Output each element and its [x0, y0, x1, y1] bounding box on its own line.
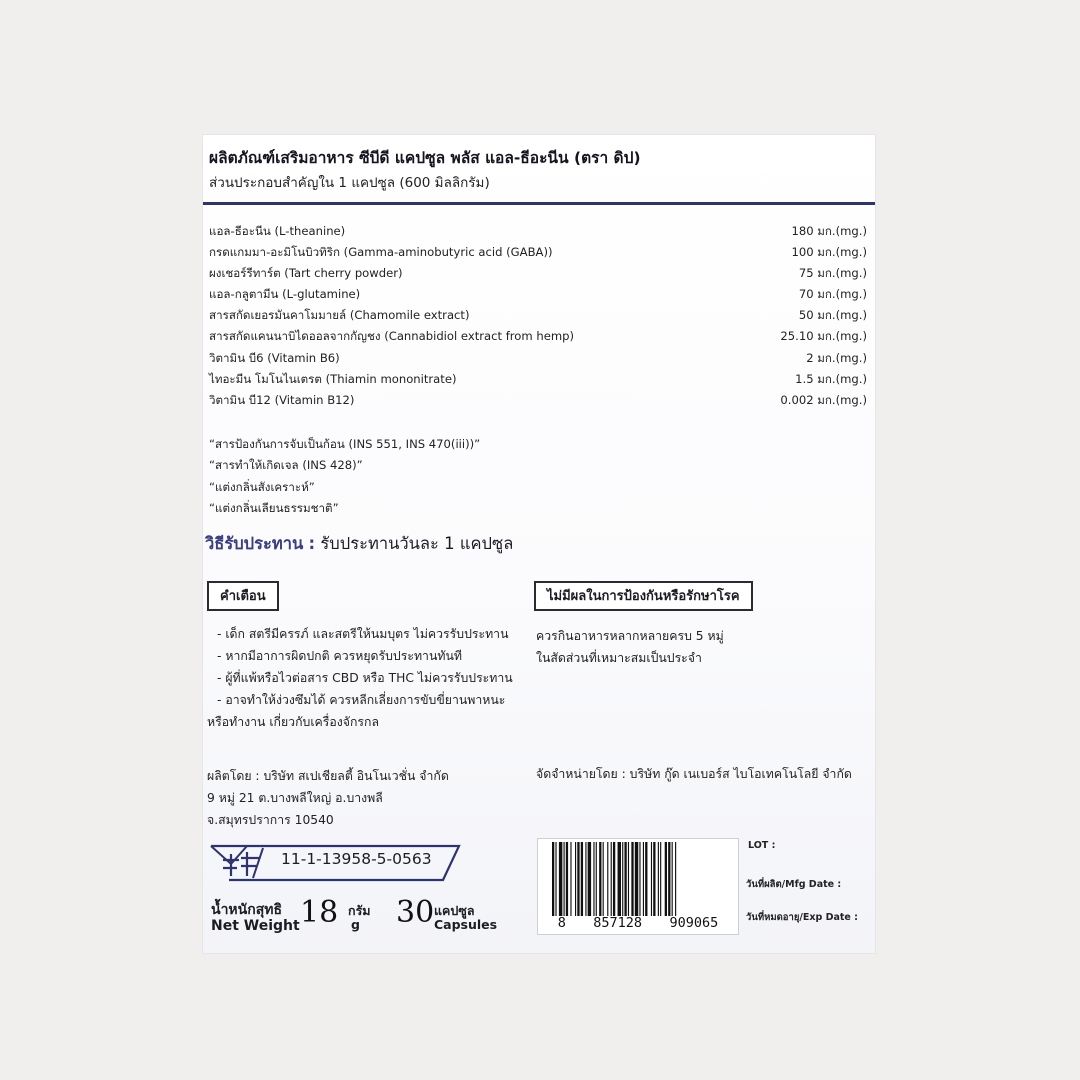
barcode-digit-group: 857128 — [593, 915, 643, 931]
no-disease-list — [536, 625, 724, 669]
ingredients-subtitle: ส่วนประกอบสำคัญใน 1 แคปซูล (600 มิลลิกรัม) — [209, 175, 490, 191]
lot-label: LOT : — [748, 840, 776, 851]
manufacturer-line: ผลิตโดย : บริษัท สเปเชียลตี้ อินโนเวชั่น จำกัด — [207, 769, 449, 783]
ingredient-row — [209, 369, 867, 390]
additive-item: “แต่งกลิ่นสังเคราะห์” — [209, 479, 315, 494]
barcode-bar — [643, 842, 644, 916]
additive-list — [209, 434, 480, 519]
barcode-bar — [651, 842, 652, 916]
barcode-bar — [564, 842, 565, 916]
warning-item: หรือทำงาน เกี่ยวกับเครื่องจักรกล — [207, 715, 380, 729]
fda-registration — [207, 842, 463, 882]
ingredient-amount: 1.5 มก.(mg.) — [795, 371, 867, 386]
warning-item: - อาจทำให้ง่วงซึมได้ ควรหลีกเลี่ยงการขับขี่ยานพาหนะ — [217, 693, 506, 707]
usage-separator: : — [308, 534, 316, 553]
barcode-bar — [613, 842, 615, 916]
ingredient-row — [209, 305, 867, 326]
ingredient-amount: 180 มก.(mg.) — [791, 224, 867, 238]
barcode-bar — [575, 842, 576, 916]
barcode-digit-group: 8 — [557, 915, 566, 931]
ingredient-row — [209, 284, 867, 305]
barcode-bar — [607, 842, 608, 916]
barcode-bar — [570, 842, 571, 916]
ingredient-row — [209, 326, 867, 347]
barcode-bar — [672, 842, 673, 916]
additive-item: “สารทำให้เกิดเจล (INS 428)” — [209, 458, 363, 473]
ingredient-amount: 100 มก.(mg.) — [791, 245, 867, 260]
ingredient-amount: 25.10 มก.(mg.) — [780, 329, 867, 344]
warning-heading: คำเตือน — [207, 581, 279, 611]
barcode-bar — [675, 842, 676, 916]
barcode-bar — [628, 842, 629, 916]
ingredient-name: สารสกัดแคนนาบิไดออลจากกัญชง (Cannabidiol extract from hemp) — [209, 329, 575, 344]
usage-text: รับประทานวันละ 1 แคปซูล — [320, 534, 514, 553]
warning-list — [207, 623, 513, 733]
barcode-bar — [585, 842, 586, 916]
barcode-bar — [645, 842, 647, 916]
capsule-count: 30 — [396, 895, 435, 930]
manufacturer-info — [207, 765, 449, 831]
barcode-bar — [555, 842, 556, 916]
manufacturer-line: จ.สมุทรปราการ 10540 — [207, 813, 334, 827]
header-divider — [203, 202, 875, 205]
mfg-date-label: วันที่ผลิต/Mfg Date : — [746, 879, 842, 890]
net-weight-label-en: Net Weight — [211, 918, 300, 934]
distributor-info: จัดจำหน่ายโดย : บริษัท กู๊ด เนเบอร์ส ไบโอเทคโนโลยี จำกัด — [536, 767, 852, 781]
usage-label: วิธีรับประทาน — [205, 534, 304, 553]
net-weight-unit-en: g — [351, 917, 360, 932]
barcode-bar — [660, 842, 661, 916]
ingredient-name: กรดแกมมา-อะมิโนบิวทิริก (Gamma-aminobutyric acid (GABA)) — [209, 245, 553, 260]
usage-instructions — [205, 531, 513, 557]
barcode-bar — [581, 842, 583, 916]
capsule-unit-en: Capsules — [434, 917, 498, 932]
barcode-bar — [588, 842, 591, 916]
ingredient-row — [209, 263, 867, 284]
ingredient-amount: 75 มก.(mg.) — [798, 266, 867, 281]
barcode-bar — [566, 842, 568, 916]
barcode-bars — [538, 842, 738, 920]
barcode-bar — [668, 842, 670, 916]
barcode-bar — [658, 842, 659, 916]
ingredient-name: ไทอะมีน โมโนไนเตรต (Thiamin mononitrate) — [209, 371, 457, 386]
barcode-bar — [559, 842, 562, 916]
barcode-bar — [552, 842, 554, 916]
capsule-unit-th: แคปซูล — [434, 903, 475, 918]
barcode-bar — [653, 842, 655, 916]
no-disease-heading: ไม่มีผลในการป้องกันหรือรักษาโรค — [534, 581, 753, 611]
warning-item: - หากมีอาการผิดปกติ ควรหยุดรับประทานทันที — [217, 649, 462, 663]
barcode-bar — [611, 842, 612, 916]
ingredient-row — [209, 242, 867, 263]
no-disease-item: ควรกินอาหารหลากหลายครบ 5 หมู่ — [536, 629, 724, 643]
ingredient-amount: 0.002 มก.(mg.) — [780, 392, 867, 407]
ingredient-name: วิตามิน บี12 (Vitamin B12) — [209, 392, 355, 407]
fda-number: 11-1-13958-5-0563 — [281, 850, 432, 868]
ingredient-name: แอล-ธีอะนีน (L-theanine) — [209, 224, 346, 238]
no-disease-item: ในสัดส่วนที่เหมาะสมเป็นประจำ — [536, 651, 702, 665]
ingredient-amount: 50 มก.(mg.) — [798, 308, 867, 323]
ingredient-name: ผงเชอร์รีทาร์ต (Tart cherry powder) — [209, 266, 403, 281]
product-title: ผลิตภัณฑ์เสริมอาหาร ซีบีดี แคปซูล พลัส แอล-ธีอะนีน (ตรา ดิป) — [209, 149, 641, 167]
ingredient-list — [209, 221, 867, 411]
supplement-label — [203, 135, 875, 953]
manufacturer-line: 9 หมู่ 21 ต.บางพลีใหญ่ อ.บางพลี — [207, 791, 383, 805]
ingredient-amount: 70 มก.(mg.) — [798, 287, 867, 302]
ingredient-amount: 2 มก.(mg.) — [806, 350, 867, 365]
ingredient-row — [209, 390, 867, 411]
barcode-bar — [631, 842, 633, 916]
additive-item: “แต่งกลิ่นเลียนธรรมชาติ” — [209, 500, 339, 515]
ingredient-row — [209, 348, 867, 369]
barcode-bar — [624, 842, 626, 916]
barcode-bar — [596, 842, 597, 916]
barcode-bar — [639, 842, 640, 916]
warning-item: - เด็ก สตรีมีครรภ์ และสตรีให้นมบุตร ไม่ควรรับประทาน — [217, 627, 509, 641]
barcode-bar — [665, 842, 667, 916]
barcode-bar — [577, 842, 579, 916]
barcode — [537, 838, 739, 935]
barcode-bar — [599, 842, 601, 916]
ingredient-name: วิตามิน บี6 (Vitamin B6) — [209, 350, 340, 365]
warning-item: - ผู้ที่แพ้หรือไวต่อสาร CBD หรือ THC ไม่ควรรับประทาน — [217, 671, 513, 685]
net-weight-label-th: น้ำหนักสุทธิ — [211, 902, 283, 918]
barcode-bar — [603, 842, 604, 916]
additive-item: “สารป้องกันการจับเป็นก้อน (INS 551, INS 470(iii))” — [209, 437, 481, 451]
ingredient-name: สารสกัดเยอรมันคาโมมายล์ (Chamomile extract) — [209, 308, 470, 323]
barcode-digit-group: 909065 — [669, 915, 719, 931]
barcode-digits — [538, 915, 738, 931]
ingredient-name: แอล-กลูตามีน (L-glutamine) — [209, 287, 361, 302]
barcode-bar — [635, 842, 638, 916]
net-weight-value: 18 — [300, 895, 339, 930]
barcode-bar — [622, 842, 623, 916]
exp-date-label: วันที่หมดอายุ/Exp Date : — [746, 912, 858, 923]
net-weight-unit-th: กรัม — [348, 903, 371, 918]
ingredient-row — [209, 221, 867, 242]
barcode-bar — [618, 842, 621, 916]
barcode-bar — [593, 842, 594, 916]
